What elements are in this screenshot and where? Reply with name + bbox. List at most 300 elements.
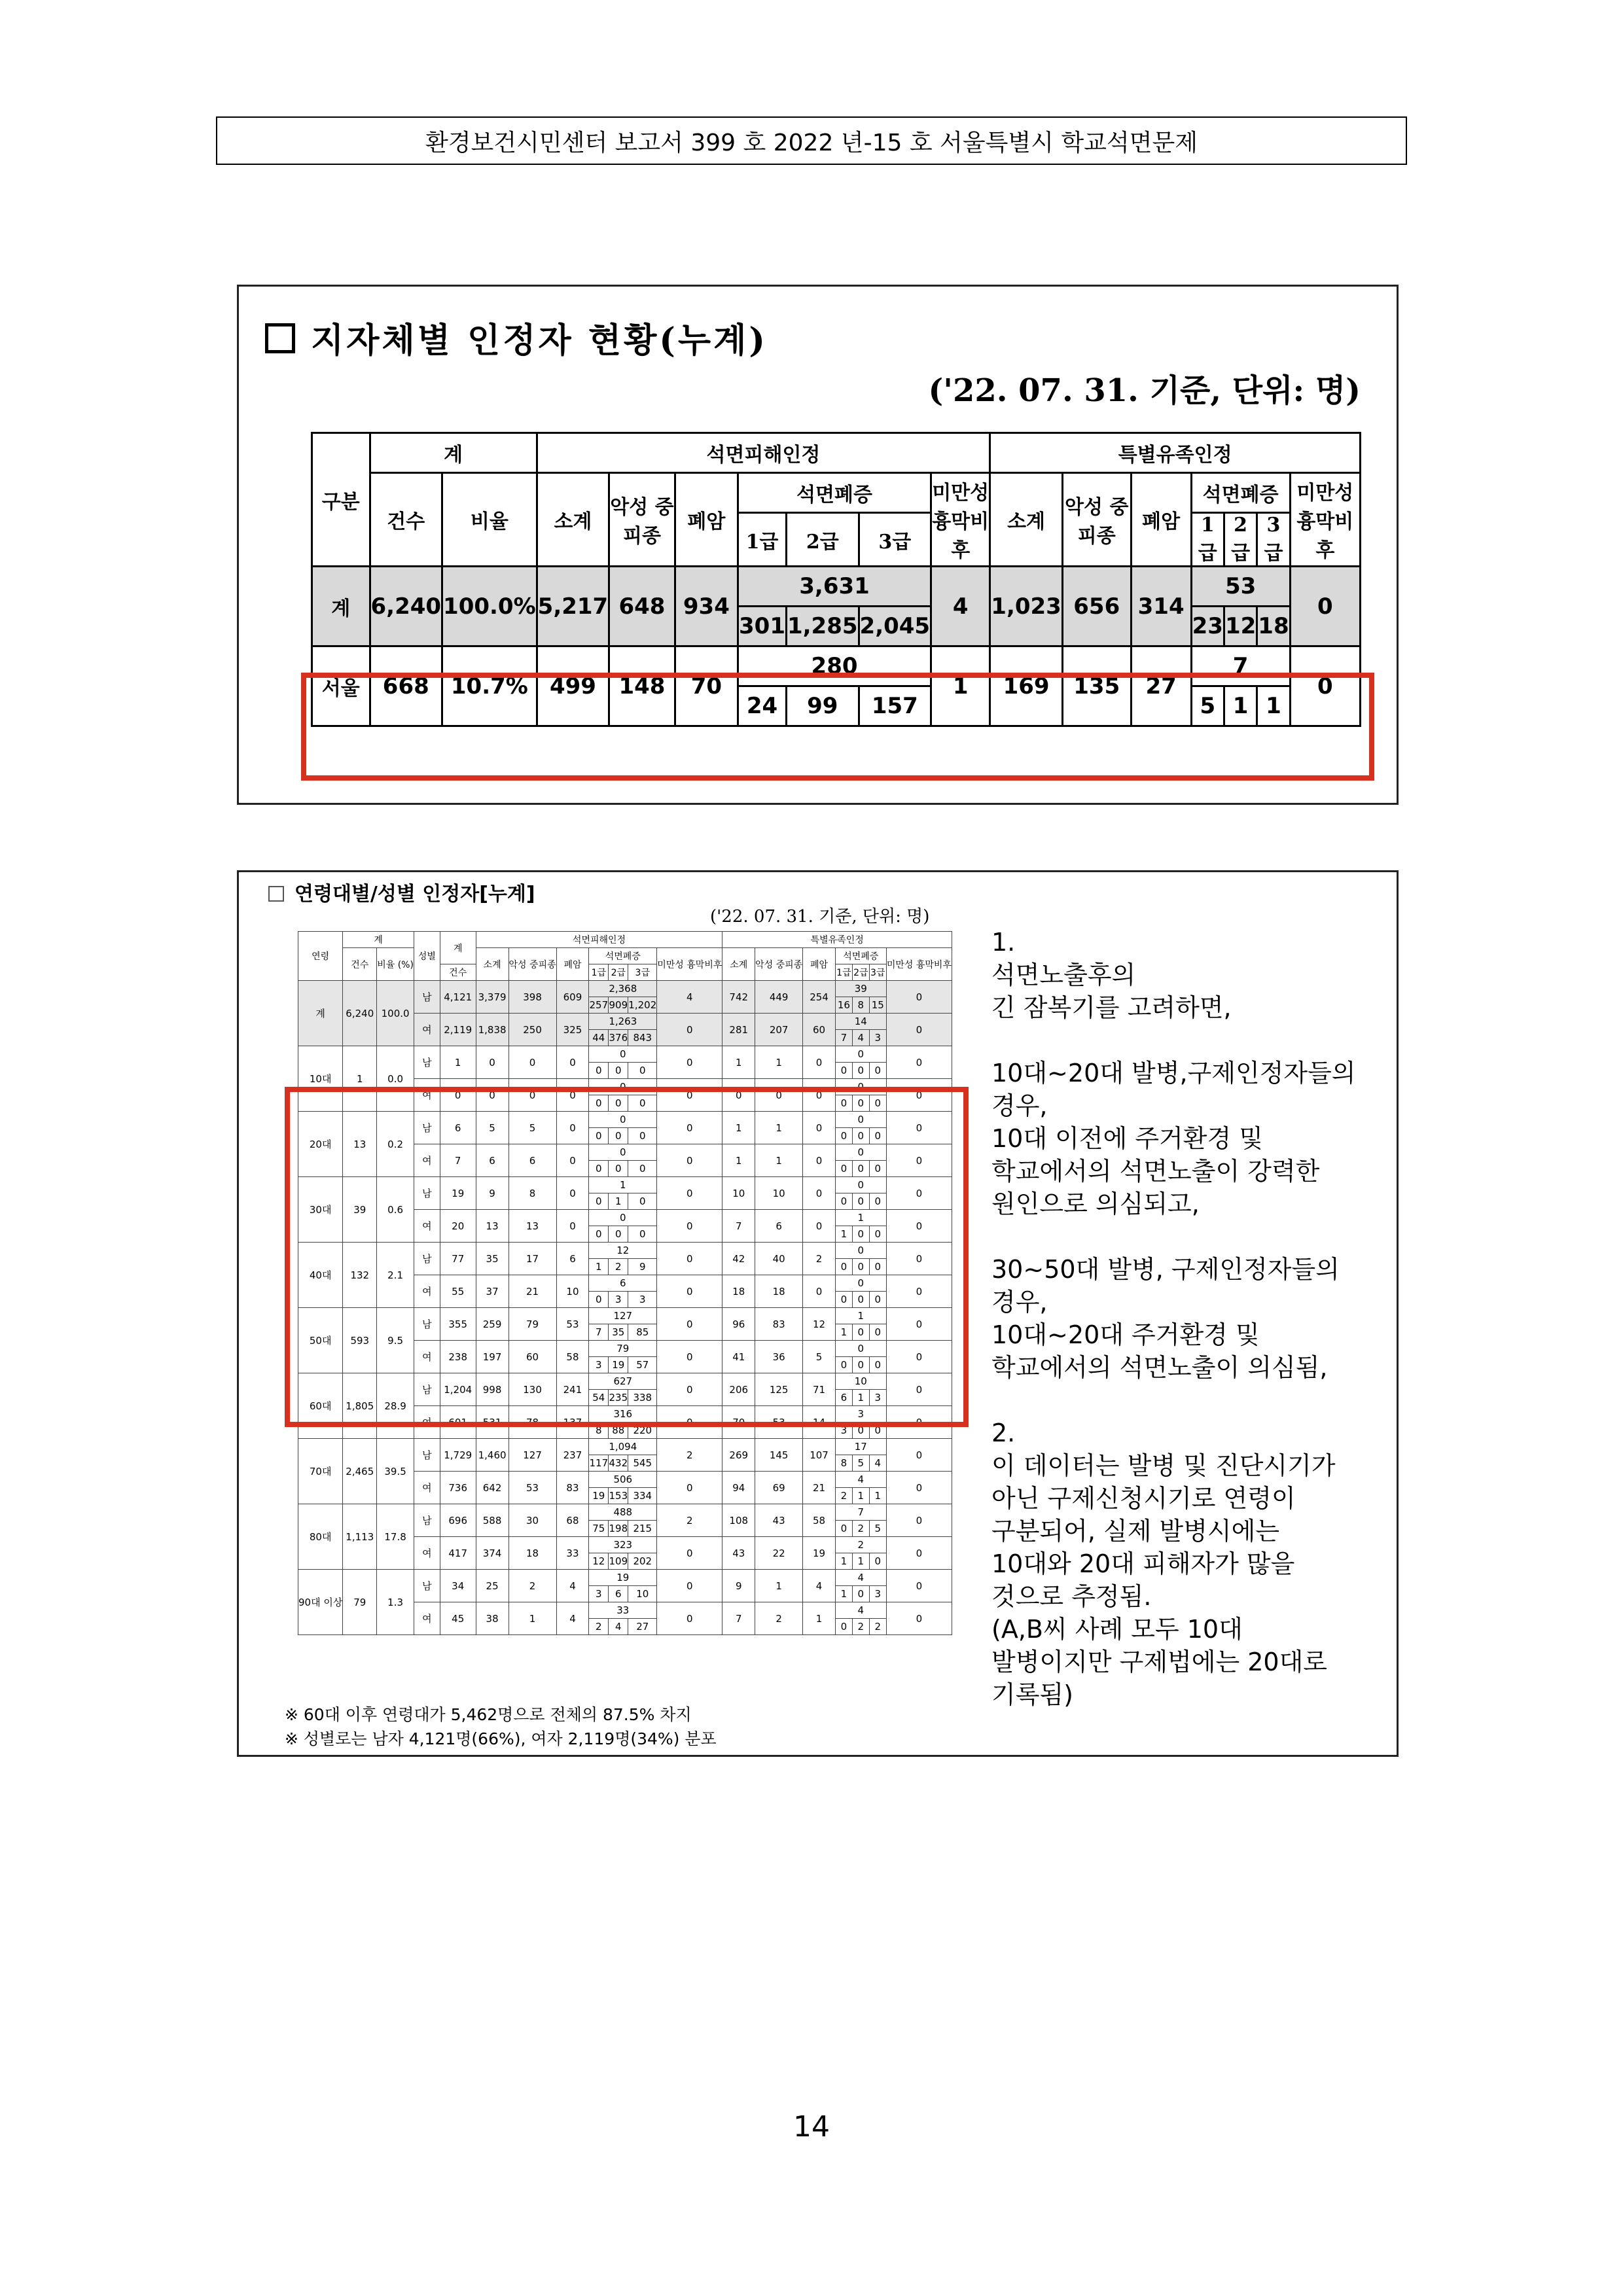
- row-name: 계: [312, 567, 370, 646]
- cell: 4: [657, 981, 722, 1014]
- cell: 0: [835, 1292, 852, 1308]
- cell: 398: [508, 981, 556, 1014]
- cell: 58: [803, 1504, 836, 1537]
- cell: 43: [755, 1504, 803, 1537]
- cell: 0: [609, 1063, 628, 1079]
- cell: 135: [1062, 646, 1131, 726]
- analysis-line: 학교에서의 석면노출이 의심됨,: [991, 1353, 1328, 1382]
- teens-to-fifties-highlight: [285, 1087, 969, 1427]
- cell: 207: [755, 1014, 803, 1046]
- cell: 19: [589, 1570, 657, 1586]
- cell: 0: [835, 1079, 886, 1095]
- cell: 593: [343, 1308, 377, 1373]
- cell: 4: [556, 1570, 589, 1602]
- cell: 6,240: [370, 567, 442, 646]
- th-sex: 성별: [414, 932, 440, 981]
- cell: 53: [755, 1406, 803, 1439]
- cell: 0: [886, 1014, 952, 1046]
- cell: 1: [755, 1046, 803, 1079]
- cell: 0: [657, 1308, 722, 1341]
- cell: 0: [657, 1112, 722, 1144]
- cell: 22: [755, 1537, 803, 1570]
- cell: 0: [869, 1324, 886, 1341]
- cell: 202: [628, 1553, 657, 1570]
- cell: 0: [628, 1193, 657, 1210]
- age-sex-table-subtitle: ('22. 07. 31. 기준, 단위: 명): [710, 907, 930, 927]
- cell: 1: [835, 1308, 886, 1324]
- cell: 1: [931, 646, 990, 726]
- cell: 656: [1062, 567, 1131, 646]
- th-subtotal: 소계: [476, 948, 508, 981]
- cell: 0.6: [377, 1177, 414, 1243]
- cell: 3,379: [476, 981, 508, 1014]
- cell: 241: [556, 1373, 589, 1406]
- cell: 57: [628, 1357, 657, 1373]
- cell: 0: [886, 1472, 952, 1504]
- cell: 125: [755, 1373, 803, 1406]
- th-cases: 건수: [370, 473, 442, 567]
- analysis-line: 30~50대 발병, 구제인정자들의: [991, 1255, 1340, 1284]
- cell: 6: [755, 1210, 803, 1243]
- cell: 42: [722, 1243, 755, 1275]
- age-sex-table-panel: [237, 870, 1399, 1757]
- cell: 남: [414, 1373, 440, 1406]
- cell: 0: [852, 1292, 869, 1308]
- th-cases: 건수: [343, 948, 377, 981]
- cell: 545: [628, 1455, 657, 1472]
- cell: 0: [609, 1128, 628, 1144]
- cell: 0: [869, 1063, 886, 1079]
- table-row: [298, 1570, 952, 1586]
- cell: 남: [414, 1177, 440, 1210]
- cell: 41: [722, 1341, 755, 1373]
- th-special: 특별유족인정: [990, 433, 1361, 473]
- th-meso: 악성 중피종: [755, 948, 803, 981]
- cell: 238: [440, 1341, 476, 1373]
- cell: 6: [589, 1275, 657, 1292]
- cell: 0.2: [377, 1112, 414, 1177]
- footnote-sex: ※ 성별로는 남자 4,121명(66%), 여자 2,119명(34%) 분포: [285, 1729, 717, 1748]
- cell: 1: [835, 1210, 886, 1226]
- cell: 0: [886, 1046, 952, 1079]
- cell: 0: [657, 1275, 722, 1308]
- cell: 642: [476, 1472, 508, 1504]
- th-g1: 1급: [589, 964, 609, 981]
- cell: 16: [835, 997, 852, 1014]
- cell: 0: [835, 1177, 886, 1193]
- cell: 남: [414, 1439, 440, 1472]
- analysis-line: 경우,: [991, 1091, 1048, 1120]
- report-header: [216, 116, 1407, 165]
- cell: 355: [440, 1308, 476, 1341]
- cell: 338: [628, 1390, 657, 1406]
- cell: 83: [556, 1472, 589, 1504]
- cell: 0: [835, 1259, 852, 1275]
- cell: 648: [609, 567, 675, 646]
- cell: 117: [589, 1455, 609, 1472]
- cell: 60: [803, 1014, 836, 1046]
- th-g2: 2급: [609, 964, 628, 981]
- cell: 0: [589, 1112, 657, 1128]
- cell: 53: [556, 1308, 589, 1341]
- cell: 0: [589, 1046, 657, 1063]
- cell: 28.9: [377, 1373, 414, 1439]
- cell: 1,460: [476, 1439, 508, 1472]
- cell: 88: [609, 1422, 628, 1439]
- cell: 1,729: [440, 1439, 476, 1472]
- cell: 12: [803, 1308, 836, 1341]
- cell: 0: [835, 1161, 852, 1177]
- cell: 7: [1191, 646, 1290, 686]
- cell: 10.7%: [442, 646, 537, 726]
- cell: 0: [835, 1112, 886, 1128]
- cell: 206: [722, 1373, 755, 1406]
- cell: 7: [440, 1144, 476, 1177]
- age-label: 90대 이상: [298, 1570, 343, 1635]
- cell: 85: [628, 1324, 657, 1341]
- age-label: 40대: [298, 1243, 343, 1308]
- cell: 75: [589, 1521, 609, 1537]
- cell: 153: [609, 1488, 628, 1504]
- analysis-line: 석면노출후의: [991, 961, 1136, 989]
- cell: 0: [886, 1243, 952, 1275]
- analysis-line: 10대와 20대 피해자가 많을: [991, 1549, 1295, 1578]
- cell: 0: [628, 1063, 657, 1079]
- cell: 4: [609, 1619, 628, 1635]
- cell: 0: [869, 1553, 886, 1570]
- cell: 4: [869, 1455, 886, 1472]
- report-header-title: 환경보건시민센터 보고서 399 호 2022 년-15 호 서울특별시 학교석면문제: [425, 129, 1198, 156]
- cell: 0: [852, 1357, 869, 1373]
- cell: 0: [476, 1046, 508, 1079]
- cell: 130: [508, 1373, 556, 1406]
- regional-table-panel: [237, 285, 1399, 805]
- cell: 3: [628, 1292, 657, 1308]
- cell: 1: [589, 1259, 609, 1275]
- cell: 1,805: [343, 1373, 377, 1439]
- cell: 19: [440, 1177, 476, 1210]
- cell: 325: [556, 1014, 589, 1046]
- cell: 44: [589, 1030, 609, 1046]
- cell: 1,285: [786, 607, 859, 646]
- cell: 601: [440, 1406, 476, 1439]
- cell: 2.1: [377, 1243, 414, 1308]
- cell: 5: [476, 1112, 508, 1144]
- cell: 83: [755, 1308, 803, 1341]
- cell: 6,240: [343, 981, 377, 1046]
- age-label: 20대: [298, 1112, 343, 1177]
- th-subtotal: 소계: [990, 473, 1063, 567]
- cell: 0: [852, 1063, 869, 1079]
- cell: 934: [675, 567, 738, 646]
- cell: 0: [803, 1144, 836, 1177]
- cell: 169: [990, 646, 1063, 726]
- cell: 55: [440, 1275, 476, 1308]
- th-g1: 1급: [738, 513, 787, 567]
- cell: 14: [835, 1014, 886, 1030]
- cell: 4: [835, 1602, 886, 1619]
- cell: 2: [609, 1259, 628, 1275]
- th-age: 연령: [298, 932, 343, 981]
- cell: 0: [1290, 646, 1360, 726]
- cell: 0: [589, 1079, 657, 1095]
- cell: 8: [852, 997, 869, 1014]
- cell: 70: [675, 646, 738, 726]
- regional-table-subtitle: ('22. 07. 31. 기준, 단위: 명): [928, 372, 1361, 409]
- cell: 0: [852, 1193, 869, 1210]
- cell: 0: [835, 1046, 886, 1063]
- cell: 45: [440, 1602, 476, 1635]
- th-g3: 3급: [1257, 513, 1290, 567]
- cell: 10: [755, 1177, 803, 1210]
- cell: 301: [738, 607, 787, 646]
- cell: 0: [869, 1095, 886, 1112]
- cell: 0: [508, 1079, 556, 1112]
- cell: 17: [508, 1243, 556, 1275]
- cell: 627: [589, 1373, 657, 1390]
- cell: 417: [440, 1537, 476, 1570]
- cell: 0: [657, 1210, 722, 1243]
- cell: 0: [657, 1373, 722, 1406]
- analysis-line: 경우,: [991, 1288, 1048, 1316]
- cell: 1,023: [990, 567, 1063, 646]
- th-pleural: 미만성 흉막비후: [1290, 473, 1360, 567]
- cell: 10: [628, 1586, 657, 1602]
- cell: 0: [657, 1602, 722, 1635]
- cell: 3: [835, 1422, 852, 1439]
- cell: 18: [722, 1275, 755, 1308]
- th-g2: 2급: [852, 964, 869, 981]
- cell: 0: [556, 1112, 589, 1144]
- cell: 0: [556, 1046, 589, 1079]
- cell: 0: [722, 1079, 755, 1112]
- cell: 0: [508, 1046, 556, 1079]
- cell: 2: [835, 1488, 852, 1504]
- cell: 27: [1131, 646, 1191, 726]
- th-meso: 악성 중피종: [508, 948, 556, 981]
- cell: 257: [589, 997, 609, 1014]
- cell: 0: [628, 1226, 657, 1243]
- cell: 남: [414, 1243, 440, 1275]
- th-g3: 3급: [628, 964, 657, 981]
- cell: 38: [476, 1602, 508, 1635]
- cell: 998: [476, 1373, 508, 1406]
- cell: 69: [755, 1472, 803, 1504]
- th-lung: 폐암: [556, 948, 589, 981]
- cell: 108: [722, 1504, 755, 1537]
- cell: 0: [589, 1193, 609, 1210]
- cell: 남: [414, 1308, 440, 1341]
- cell: 1: [835, 1226, 852, 1243]
- cell: 0: [589, 1144, 657, 1161]
- cell: 1: [589, 1177, 657, 1193]
- cell: 0: [657, 1341, 722, 1373]
- cell: 5: [869, 1521, 886, 1537]
- cell: 13: [476, 1210, 508, 1243]
- cell: 0: [869, 1422, 886, 1439]
- cell: 35: [476, 1243, 508, 1275]
- age-label: 10대: [298, 1046, 343, 1112]
- cell: 35: [609, 1324, 628, 1341]
- analysis-line: 2.: [991, 1419, 1016, 1447]
- cell: 334: [628, 1488, 657, 1504]
- cell: 0: [556, 1210, 589, 1243]
- cell: 432: [609, 1455, 628, 1472]
- cell: 68: [556, 1504, 589, 1537]
- blank-line: [991, 1024, 1384, 1057]
- cell: 19: [609, 1357, 628, 1373]
- cell: 3,631: [738, 567, 931, 607]
- th-asbestosis: 석면폐증: [589, 948, 657, 964]
- cell: 1,838: [476, 1014, 508, 1046]
- cell: 3: [835, 1406, 886, 1422]
- cell: 6: [835, 1390, 852, 1406]
- cell: 0: [835, 1095, 852, 1112]
- cell: 2: [755, 1602, 803, 1635]
- cell: 8: [508, 1177, 556, 1210]
- cell: 2,119: [440, 1014, 476, 1046]
- cell: 43: [722, 1537, 755, 1570]
- cell: 0: [852, 1226, 869, 1243]
- cell: 12: [1224, 607, 1257, 646]
- cell: 12: [589, 1243, 657, 1259]
- cell: 0: [886, 1112, 952, 1144]
- cell: 5: [508, 1112, 556, 1144]
- age-label: 60대: [298, 1373, 343, 1439]
- cell: 0: [835, 1357, 852, 1373]
- cell: 1.3: [377, 1570, 414, 1635]
- cell: 39: [835, 981, 886, 997]
- th-pleural: 미만성 흉막비후: [931, 473, 990, 567]
- cell: 34: [440, 1570, 476, 1602]
- cell: 0: [657, 1079, 722, 1112]
- cell: 60: [508, 1341, 556, 1373]
- cell: 0: [852, 1324, 869, 1341]
- analysis-line: 10대 이전에 주거환경 및: [991, 1124, 1263, 1153]
- cell: 1: [835, 1586, 852, 1602]
- th-subtotal: 소계: [722, 948, 755, 981]
- cell: 71: [803, 1373, 836, 1406]
- cell: 1: [343, 1046, 377, 1112]
- cell: 1,263: [589, 1014, 657, 1030]
- blank-line: [991, 1384, 1384, 1417]
- cell: 6: [508, 1144, 556, 1177]
- cell: 0: [803, 1177, 836, 1210]
- cell: 0: [628, 1161, 657, 1177]
- cell: 3: [869, 1586, 886, 1602]
- cell: 39.5: [377, 1439, 414, 1504]
- cell: 2: [657, 1439, 722, 1472]
- th-damage: 석면피해인정: [476, 932, 722, 948]
- cell: 531: [476, 1406, 508, 1439]
- cell: 30: [508, 1504, 556, 1537]
- cell: 109: [609, 1553, 628, 1570]
- cell: 316: [589, 1406, 657, 1422]
- cell: 79: [589, 1341, 657, 1357]
- cell: 0: [835, 1341, 886, 1357]
- cell: 남: [414, 1504, 440, 1537]
- cell: 0: [852, 1259, 869, 1275]
- cell: 여: [414, 1341, 440, 1373]
- cell: 9: [476, 1177, 508, 1210]
- page-number: 14: [793, 2110, 830, 2144]
- cell: 0: [657, 1014, 722, 1046]
- cell: 843: [628, 1030, 657, 1046]
- cell: 여: [414, 1275, 440, 1308]
- cell: 남: [414, 1112, 440, 1144]
- cell: 1: [852, 1390, 869, 1406]
- cell: 215: [628, 1521, 657, 1537]
- cell: 0: [476, 1079, 508, 1112]
- th-lung: 폐암: [803, 948, 836, 981]
- cell: 여: [414, 1472, 440, 1504]
- analysis-line: 10대~20대 주거환경 및: [991, 1320, 1260, 1349]
- cell: 10: [722, 1177, 755, 1210]
- footnote-age: ※ 60대 이후 연령대가 5,462명으로 전체의 87.5% 차지: [285, 1705, 692, 1724]
- cell: 여: [414, 1406, 440, 1439]
- cell: 0: [835, 1128, 852, 1144]
- cell: 6: [609, 1586, 628, 1602]
- cell: 2: [852, 1521, 869, 1537]
- cell: 53: [1191, 567, 1290, 607]
- th-damage: 석면피해인정: [537, 433, 990, 473]
- cell: 1: [722, 1144, 755, 1177]
- cell: 58: [556, 1341, 589, 1373]
- cell: 0: [835, 1144, 886, 1161]
- cell: 77: [440, 1243, 476, 1275]
- cell: 1: [1257, 686, 1290, 726]
- cell: 0: [886, 1406, 952, 1439]
- cell: 742: [722, 981, 755, 1014]
- cell: 3: [869, 1390, 886, 1406]
- cell: 0: [556, 1144, 589, 1177]
- cell: 0: [886, 1504, 952, 1537]
- cell: 18: [1257, 607, 1290, 646]
- th-pleural: 미만성 흉막비후: [657, 948, 722, 981]
- cell: 506: [589, 1472, 657, 1488]
- th-ratio: 비율 (%): [377, 948, 414, 981]
- table-row: [298, 981, 952, 997]
- cell: 14: [803, 1406, 836, 1439]
- cell: 449: [755, 981, 803, 1014]
- cell: 33: [589, 1602, 657, 1619]
- cell: 53: [508, 1472, 556, 1504]
- cell: 107: [803, 1439, 836, 1472]
- row-name: 서울: [312, 646, 370, 726]
- th-total: 계: [370, 433, 537, 473]
- age-label: 80대: [298, 1504, 343, 1570]
- age-label: 30대: [298, 1177, 343, 1243]
- analysis-line: 구분되어, 실제 발병시에는: [991, 1517, 1280, 1545]
- cell: 3: [589, 1586, 609, 1602]
- cell: 235: [609, 1390, 628, 1406]
- analysis-line: 발병이지만 구제법에는 20대로: [991, 1648, 1328, 1676]
- table-row: [298, 1439, 952, 1455]
- cell: 0: [589, 1128, 609, 1144]
- cell: 99: [786, 686, 859, 726]
- cell: 197: [476, 1341, 508, 1373]
- cell: 7: [722, 1602, 755, 1635]
- th-meso: 악성 중피종: [609, 473, 675, 567]
- cell: 5: [803, 1341, 836, 1373]
- th-g3: 3급: [869, 964, 886, 981]
- cell: 6: [476, 1144, 508, 1177]
- cell: 0: [657, 1472, 722, 1504]
- cell: 0: [886, 1341, 952, 1373]
- analysis-line: 긴 잠복기를 고려하면,: [991, 993, 1232, 1022]
- cell: 7: [835, 1030, 852, 1046]
- cell: 1: [755, 1112, 803, 1144]
